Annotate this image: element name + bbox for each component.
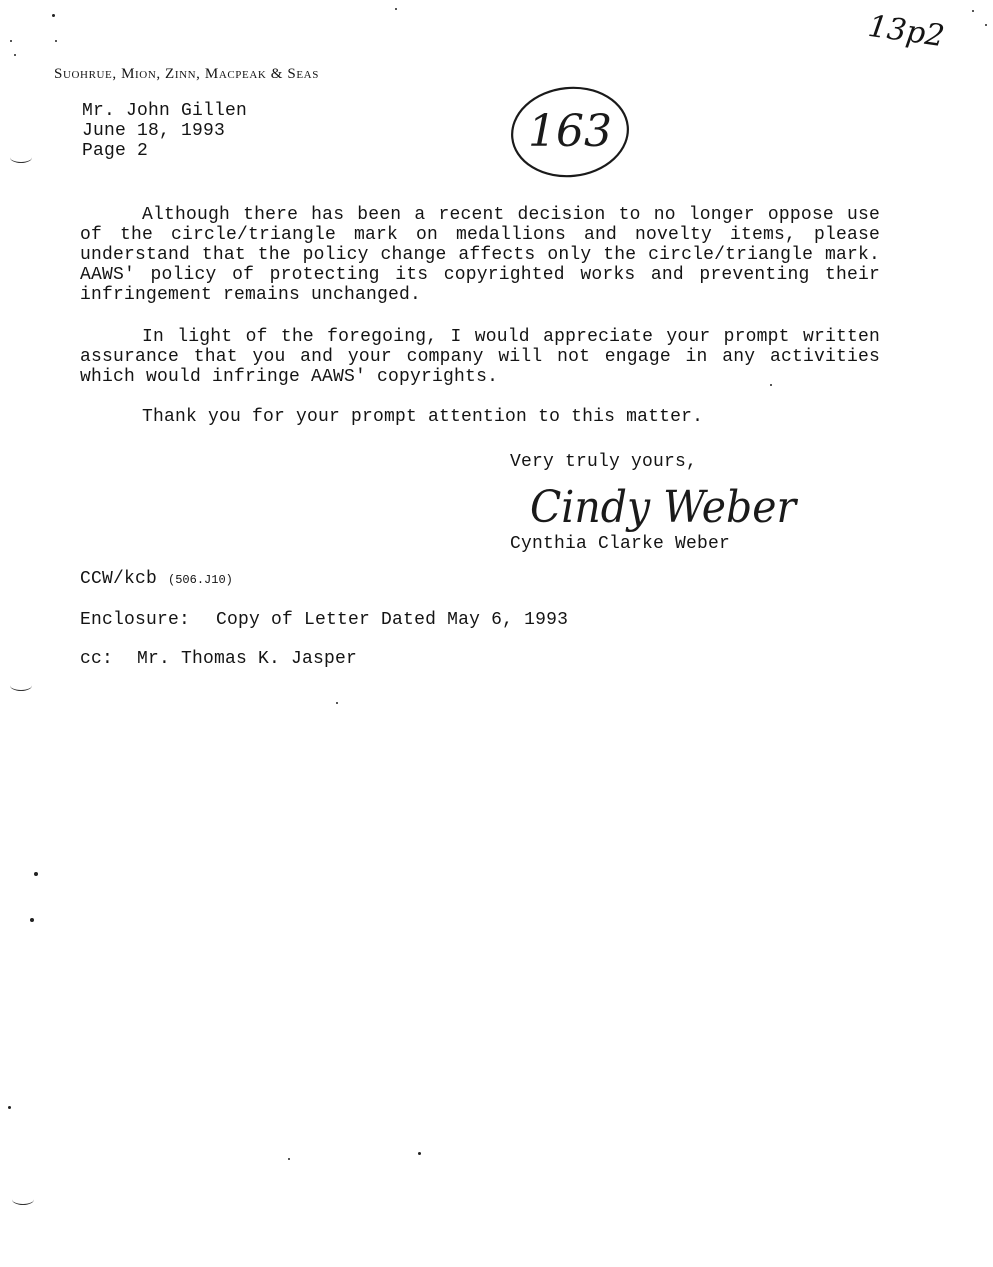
scan-speck	[418, 1152, 421, 1155]
scan-speck	[8, 1106, 11, 1109]
cc-name: Mr. Thomas K. Jasper	[137, 649, 358, 669]
circled-number-stamp	[508, 82, 632, 182]
scan-speck	[395, 8, 397, 10]
scan-speck	[34, 872, 38, 876]
enclosure-text: Copy of Letter Dated May 6, 1993	[216, 610, 569, 630]
margin-tick	[12, 1194, 34, 1205]
scan-speck	[14, 54, 16, 56]
scan-speck	[30, 918, 34, 922]
initials-text: CCW/kcb	[80, 569, 158, 589]
signer-name: Cynthia Clarke Weber	[510, 534, 731, 554]
enclosure-label: Enclosure:	[80, 610, 191, 630]
scan-speck	[288, 1158, 290, 1160]
scan-speck	[336, 702, 338, 704]
firm-letterhead: Suohrue, Mion, Zinn, Macpeak & Seas	[54, 66, 319, 82]
scan-speck	[52, 14, 55, 17]
enclosure-line	[80, 610, 568, 630]
cc-label: cc:	[80, 649, 114, 669]
margin-tick	[10, 152, 32, 163]
body-paragraph-1-text: Although there has been a recent decision to no longer oppose use of the circle/triangle mark on medallions and novelty items, please understand that the policy change affects only the circle/triangle mark. AAWS' policy of protecting its copyrighted works and preventing their infringement remains unchanged.	[80, 205, 880, 305]
file-reference: (506.J10)	[168, 573, 233, 587]
recipient-name: Mr. John Gillen	[82, 101, 248, 121]
body-paragraph-2-text: In light of the foregoing, I would appreciate your prompt written assurance that you and your company will not engage in any activities which would infringe AAWS' copyrights.	[80, 327, 880, 387]
page-number: Page 2	[82, 141, 149, 161]
body-paragraph-3: Thank you for your prompt attention to this matter.	[142, 407, 704, 427]
scan-speck	[972, 10, 974, 12]
scan-speck	[55, 40, 57, 42]
scan-speck	[985, 24, 987, 26]
handwritten-page-note: 13p2	[865, 8, 947, 55]
handwritten-signature	[526, 476, 806, 538]
body-paragraph-2	[80, 327, 880, 387]
closing-salutation: Very truly yours,	[510, 452, 698, 472]
letter-date: June 18, 1993	[82, 121, 226, 141]
signature-text: Cindy Weber	[530, 482, 799, 533]
scan-speck	[10, 40, 12, 42]
cc-line	[80, 649, 357, 669]
circled-number-text: 163	[528, 106, 612, 157]
body-paragraph-1	[80, 205, 880, 305]
margin-tick	[10, 680, 32, 691]
typist-initials	[80, 569, 233, 590]
